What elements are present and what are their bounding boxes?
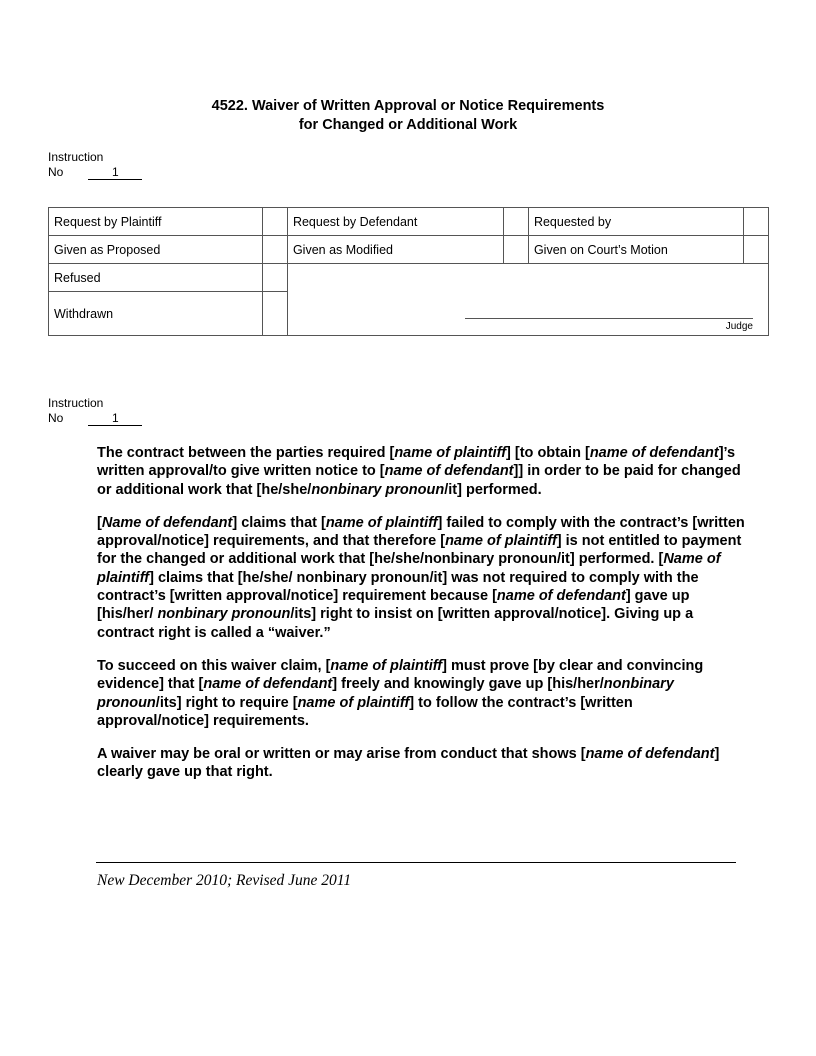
paragraph-4: [97, 745, 747, 782]
no-label: No: [48, 165, 64, 179]
request-by-plaintiff-box[interactable]: [263, 208, 288, 236]
given-as-modified-label: Given as Modified: [287, 236, 503, 264]
placeholder-text: name of defendant: [589, 445, 719, 461]
paragraph-text: ] claims that [he/she/ nonbinary pronoun/it] was not required to comply with the contract’s [written approval/notice] requirement because [: [97, 569, 699, 605]
paragraph-text: ] clearly gave up that right.: [97, 746, 720, 781]
paragraph-text: [: [97, 514, 102, 531]
request-by-defendant-label: Request by Defendant: [287, 208, 503, 236]
withdrawn-box[interactable]: [263, 292, 288, 336]
paragraph-text: The contract between the parties required [: [97, 445, 395, 461]
refused-box[interactable]: [263, 264, 288, 292]
instruction-number-header: [48, 150, 142, 180]
instruction-title: [0, 97, 816, 135]
judge-label: Judge: [725, 321, 753, 332]
placeholder-text: Name of plaintiff: [97, 551, 721, 586]
disposition-table: [48, 207, 769, 336]
placeholder-text: nonbinary pronoun: [157, 606, 291, 623]
paragraph-text: ] freely and knowingly gave up [his/her/: [332, 676, 604, 693]
placeholder-text: name of plaintiff: [325, 514, 438, 531]
revision-note: New December 2010; Revised June 2011: [97, 872, 352, 889]
placeholder-text: name of defendant: [496, 588, 626, 605]
judge-signature-line[interactable]: [465, 318, 753, 319]
judge-signature-area: [287, 264, 768, 336]
instruction-number: 1: [88, 412, 142, 426]
no-label: No: [48, 411, 64, 425]
paragraph-text: ] is not entitled to payment for the changed or additional work that [he/she/nonbinary pronoun/it] performed. [: [97, 533, 742, 568]
instruction-number: 1: [88, 166, 142, 180]
placeholder-text: name of plaintiff: [445, 533, 557, 550]
title-line-1: 4522. Waiver of Written Approval or Notice Requirements: [211, 98, 605, 114]
paragraph-text: ]’s written approval/to give written notice to [: [97, 445, 736, 480]
request-by-defendant-box[interactable]: [504, 208, 529, 236]
given-on-courts-motion-box[interactable]: [744, 236, 769, 264]
paragraph-text: /it] performed.: [444, 481, 542, 498]
given-on-courts-motion-label: Given on Court’s Motion: [528, 236, 743, 264]
placeholder-text: nonbinary pronoun: [311, 481, 445, 498]
paragraph-text: ]] in order to be paid for changed or additional work that [he/she/: [97, 463, 741, 498]
paragraph-text: ] [to obtain [: [506, 445, 590, 461]
paragraph-text: ] failed to comply with the contract’s [written approval/notice] requirements, and that therefore [: [97, 514, 745, 550]
instruction-label: Instruction: [48, 150, 104, 164]
placeholder-text: name of defendant: [384, 463, 514, 480]
instruction-text: [97, 444, 747, 797]
footer-divider: [96, 862, 736, 863]
paragraph-3: [97, 657, 747, 730]
paragraph-text: ] gave up [his/her/: [97, 588, 690, 623]
paragraph-text: A waiver may be oral or written or may arise from conduct that shows [: [97, 746, 586, 763]
given-as-proposed-label: Given as Proposed: [49, 236, 263, 264]
paragraph-text: ] claims that [: [232, 514, 326, 531]
instruction-number-body: [48, 396, 142, 426]
paragraph-text: ] to follow the contract’s [written approval/notice] requirements.: [97, 694, 633, 729]
instruction-label: Instruction: [48, 396, 104, 410]
withdrawn-label: Withdrawn: [49, 292, 263, 336]
requested-by-label: Requested by: [528, 208, 743, 236]
placeholder-text: Name of defendant: [101, 514, 233, 531]
paragraph-1: [97, 444, 747, 499]
paragraph-text: /its] right to require [: [155, 694, 298, 711]
paragraph-text: /its] right to insist on [written approval/notice]. Giving up a contract right is called a “waiver.”: [97, 606, 694, 641]
placeholder-text: name of defendant: [585, 746, 715, 763]
refused-label: Refused: [49, 264, 263, 292]
paragraph-text: ] must prove [by clear and convincing evidence] that [: [97, 657, 704, 693]
requested-by-box[interactable]: [744, 208, 769, 236]
placeholder-text: name of defendant: [203, 676, 333, 693]
given-as-modified-box[interactable]: [504, 236, 529, 264]
placeholder-text: name of plaintiff: [394, 445, 507, 461]
title-line-2: for Changed or Additional Work: [298, 117, 518, 133]
paragraph-2: [97, 514, 747, 642]
placeholder-text: nonbinary pronoun: [97, 676, 674, 711]
request-by-plaintiff-label: Request by Plaintiff: [49, 208, 263, 236]
placeholder-text: name of plaintiff: [297, 694, 410, 711]
given-as-proposed-box[interactable]: [263, 236, 288, 264]
placeholder-text: name of plaintiff: [330, 657, 443, 674]
paragraph-text: To succeed on this waiver claim, [: [97, 657, 331, 674]
